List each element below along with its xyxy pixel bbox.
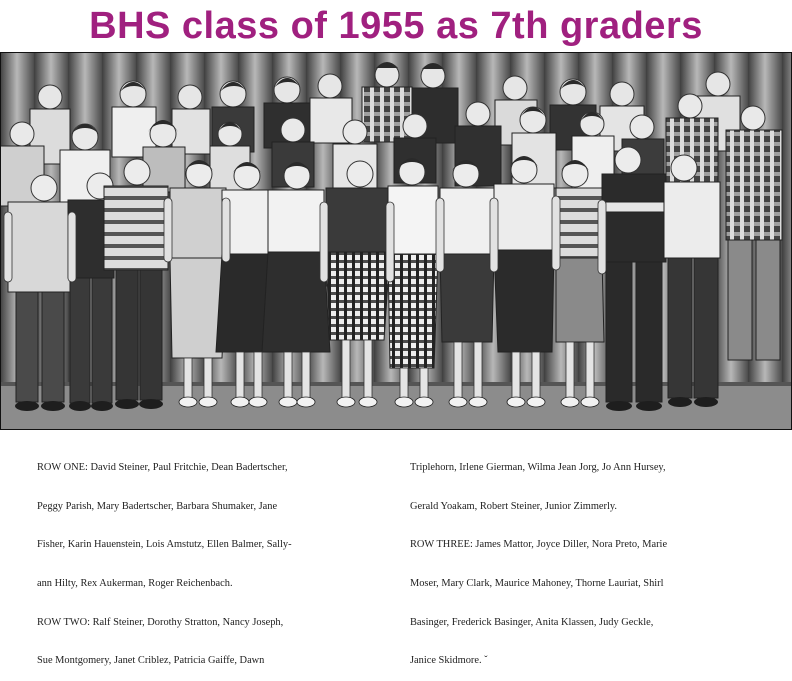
caption-line: Triplehorn, Irlene Gierman, Wilma Jean Jorg, Jo Ann Hursey, [410,461,666,473]
caption-left-column [37,436,292,681]
caption-line: Janice Skidmore. ˇ [410,655,488,667]
caption-right-column [410,436,667,681]
caption-line: Peggy Parish, Mary Badertscher, Barbara Shumaker, Jane [37,500,278,512]
caption-line: ROW ONE: David Steiner, Paul Fritchie, Dean Badertscher, [37,461,288,473]
caption-line: ROW TWO: Ralf Steiner, Dorothy Stratton, Nancy Joseph, [37,616,284,628]
class-photo [0,52,792,430]
caption-line: Basinger, Frederick Basinger, Anita Klassen, Judy Geckle, [410,616,654,628]
caption-line: Fisher, Karin Hauenstein, Lois Amstutz, Ellen Balmer, Sally- [37,539,292,551]
caption-line: Sue Montgomery, Janet Criblez, Patricia Gaiffe, Dawn [37,655,265,667]
caption-line: ROW THREE: James Mattor, Joyce Diller, Nora Preto, Marie [410,539,668,551]
caption-line: Gerald Yoakam, Robert Steiner, Junior Zimmerly. [410,500,617,512]
caption-line: Moser, Mary Clark, Maurice Mahoney, Thorne Lauriat, Shirl [410,577,664,589]
class-photo-illustration [0,52,792,430]
caption-line: ann Hilty, Rex Aukerman, Roger Reichenbach. [37,577,233,589]
photo-title: BHS class of 1955 as 7th graders [89,5,703,47]
